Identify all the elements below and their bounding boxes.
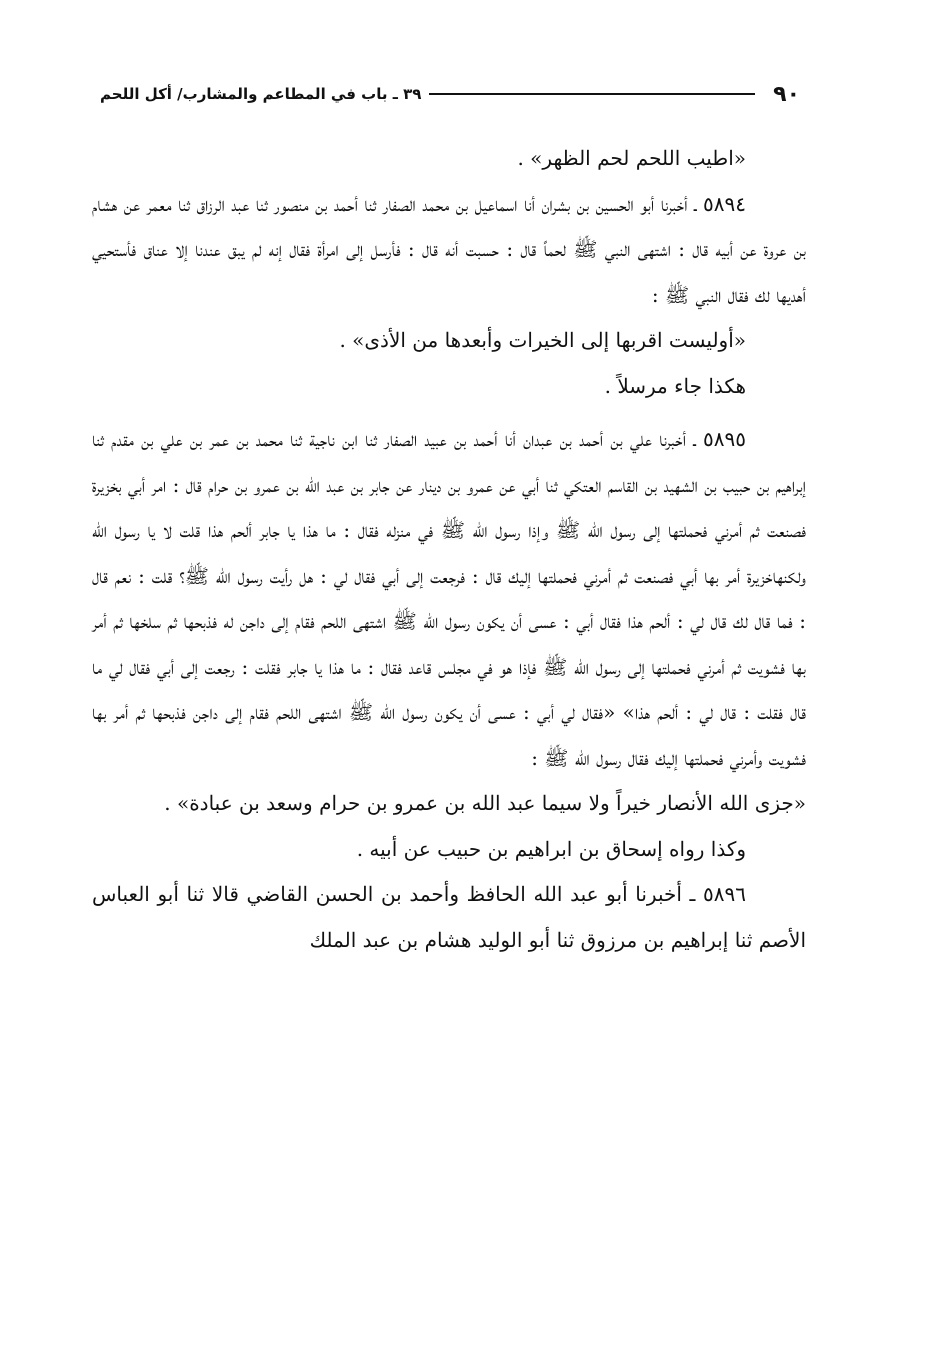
hadith-5896: ٥٨٩٦ ـ أخبرنا أبو عبد الله الحافظ وأحمد بن الحسن القاضي قالا ثنا أبو العباس الأصم ثنا إبراهيم بن مرزوق ثنا أبو الوليد هشام بن عبد الملك xyxy=(92,882,806,952)
page-header xyxy=(100,78,800,110)
quote-paragraph: «أوليست اقربها إلى الخيرات وأبعدها من الأذى» . xyxy=(339,328,746,352)
hadith-5894: ٥٨٩٤ ـ أخبرنا أبو الحسين بن بشران أنا اسماعيل بن محمد الصفار ثنا أحمد بن منصور ثنا عبد الرزاق ثنا معمر عن هشام بن عروة عن أبيه قال : اشتهى النبي ﷺ لحماً قال : حسبت أنه قال : فأرسل إلى امرأة فقال إنه لم يبق عندنا إلا عناق فأستحيي أهديها لك فقال النبي ﷺ : xyxy=(92,191,806,307)
quote-paragraph: «اطيب اللحم لحم الظهر» . xyxy=(517,146,746,170)
note-paragraph: وكذا رواه إسحاق بن ابراهيم بن حبيب عن أبيه . xyxy=(356,836,746,861)
hadith-5895: ٥٨٩٥ ـ أخبرنا علي بن أحمد بن عبدان أنا أحمد بن عبيد الصفار ثنا ابن ناجية ثنا محمد بن عمر بن علي بن مقدم ثنا إبراهيم بن حبيب بن الشهيد بن القاسم العتكي ثنا أبي عن عمرو بن دينار عن جابر بن عبد الله بن عمرو بن حرام قال : امر أبي بخزيرة فصنعت ثم أمرني فحملتها إلى رسول الله ﷺ وإذا رسول الله ﷺ في منزله فقال : ما هذا يا جابر ألحم هذا قلت لا يا رسول الله ولكنهاخزيرة أمر بها أبي فصنعت ثم أمرني فحملتها إليك قال : فرجعت إلى أبي فقال لي : هل رأيت رسول الله ﷺ؟ قلت : نعم قال : فما قال لك قال لي : ألحم هذا فقال أبي : عسى أن يكون رسول الله ﷺ اشتهى اللحم فقام إلى داجن له فذبحها ثم سلخها ثم أمر بها فشويت ثم أمرني فحملتها إلى رسول الله ﷺ فإذا هو في مجلس قاعد فقال : ما هذا يا جابر فقلت : رجعت إلى أبي فقال لي ما قال فقلت : قال لي : ألحم هذا» «فقال لي أبي : عسى أن يكون رسول الله ﷺ اشتهى اللحم فقام إلى داجن فذبحها ثم أمر بها فشويت وأمرني فحملتها إليك فقال رسول الله ﷺ : xyxy=(92,427,807,770)
quote-paragraph: «جزى الله الأنصار خيراً ولا سيما عبد الله بن عمرو بن حرام وسعد بن عبادة» . xyxy=(164,791,806,815)
main-text xyxy=(92,136,806,963)
header-rule xyxy=(429,93,755,95)
note-paragraph: هكذا جاء مرسلاً . xyxy=(604,373,746,398)
page-number: ٩٠ xyxy=(773,81,800,107)
running-title: ٣٩ ـ باب في المطاعم والمشارب/ أكل اللحم xyxy=(100,85,422,103)
